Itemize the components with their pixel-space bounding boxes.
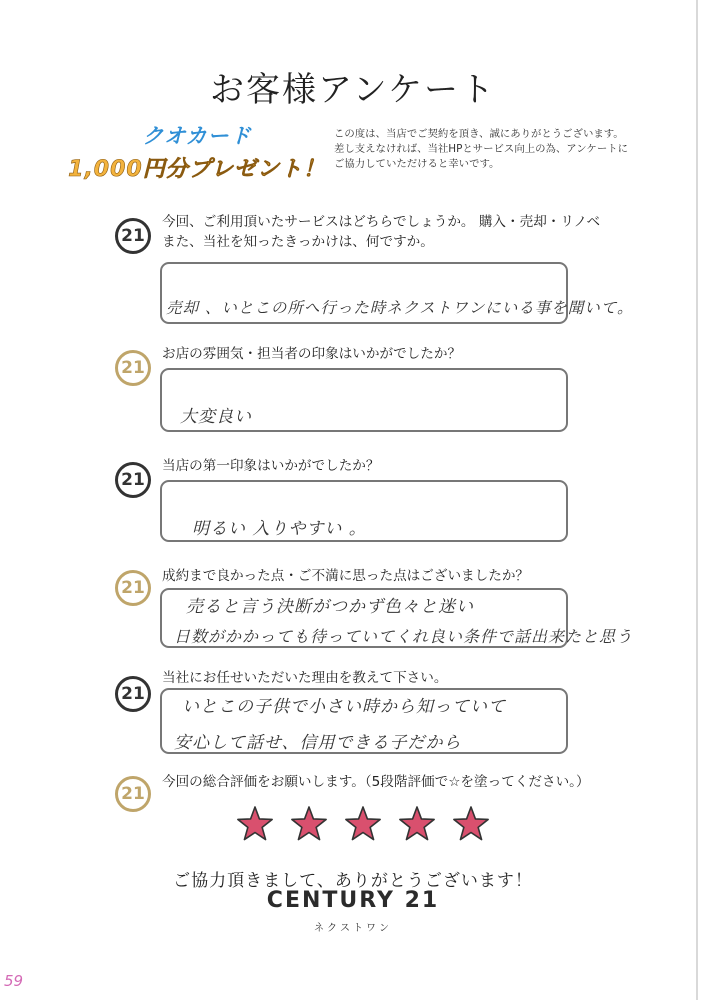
brand-logo: CENTURY 21: [266, 888, 440, 913]
question-text: 成約まで良かった点・ご不満に思った点はございましたか？: [162, 568, 530, 584]
answer-line: 大変良い: [180, 407, 252, 427]
century21-logo-icon: 21: [115, 570, 151, 606]
century21-logo-icon: 21: [115, 776, 151, 812]
intro-text: この度は、当店でご契約を頂き、誠にありがとうございます。 差し支えなければ、当社HPとサービス向上の為、アンケートに ご協力していただけると幸いです。: [334, 128, 628, 170]
page-number: 59: [4, 972, 24, 990]
answer-line: 明るい 入りやすい 。: [192, 519, 367, 539]
answer-line: 売却 、いとこの所へ行った時ネクストワンにいる事を聞いて。: [166, 299, 634, 317]
brand-subtitle: ネクストワン: [314, 923, 392, 934]
question-text: お店の雰囲気・担当者の印象はいかがでしたか？: [162, 346, 462, 362]
star-icon[interactable]: [343, 804, 383, 844]
star-icon[interactable]: [397, 804, 437, 844]
promo-line-gift: 1,000円分プレゼント！: [68, 157, 326, 182]
thanks-message: ご協力頂きまして、ありがとうございます！: [173, 871, 533, 891]
question-text: 当店の第一印象はいかがでしたか？: [162, 458, 380, 474]
answer-line: 売ると言う決断がつかず色々と迷い: [186, 597, 474, 617]
question-text: 今回、ご利用頂いたサービスはどちらでしょうか。 購入・売却・リノベ また、当社を知ったきっかけは、何ですか。: [162, 214, 601, 250]
promo-line-quocard: クオカード: [142, 124, 252, 148]
scan-edge-line: [696, 0, 698, 1000]
answer-line: 日数がかかっても待っていてくれ良い条件で話出来たと思う: [174, 627, 634, 646]
answer-line: いとこの子供で小さい時から知っていて: [182, 697, 506, 717]
star-icon[interactable]: [451, 804, 491, 844]
question-text: 当社にお任せいただいた理由を教えて下さい。: [162, 670, 448, 686]
page-title: お客様アンケート: [210, 70, 496, 110]
century21-logo-icon: 21: [115, 462, 151, 498]
star-icon[interactable]: [289, 804, 329, 844]
question-text: 今回の総合評価をお願いします。（5段階評価で☆を塗ってください。）: [162, 774, 590, 790]
promo-banner: [62, 120, 332, 183]
century21-logo-icon: 21: [115, 676, 151, 712]
century21-logo-icon: 21: [115, 218, 151, 254]
century21-logo-icon: 21: [115, 350, 151, 386]
star-icon[interactable]: [235, 804, 275, 844]
answer-line: 安心して話せ、信用できる子だから: [174, 733, 462, 753]
rating-stars[interactable]: [0, 804, 706, 844]
